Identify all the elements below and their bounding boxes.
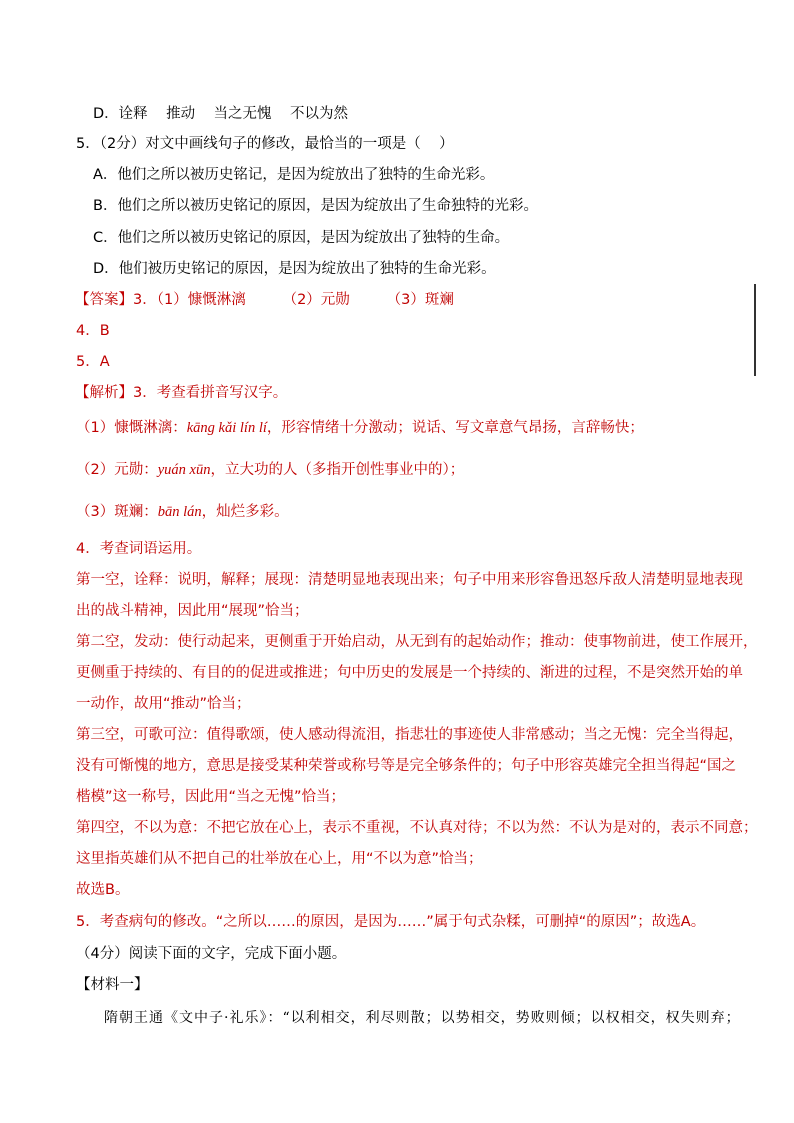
analysis-q3-line bbox=[75, 383, 287, 403]
answer-q4: 4．B bbox=[76, 323, 110, 339]
analysis-q4-line: 故选B。 bbox=[76, 882, 130, 898]
analysis-item-2: （2）元勋：yuán xūn，立大功的人（多指开创性事业中的）； bbox=[76, 462, 465, 478]
analysis-q4-title: 4．考查词语运用。 bbox=[76, 541, 202, 557]
answer-q3: 3．（1）慷慨淋漓 （2）元勋 （3）斑斓 bbox=[133, 292, 454, 308]
analysis-q4-line: 没有可惭愧的地方，意思是接受某种荣誉或称号等是完全够条件的；句子中形容英雄完全担当得起“国之 bbox=[76, 758, 737, 774]
q5-stem: 5．（2分）对文中画线句子的修改，最恰当的一项是（ ） bbox=[76, 136, 454, 152]
analysis-tag: 【解析】 bbox=[75, 385, 133, 401]
q5-option-b: B．他们之所以被历史铭记的原因，是因为绽放出了生命独特的光彩。 bbox=[93, 198, 538, 214]
material-title: 【材料一】 bbox=[76, 977, 149, 993]
analysis-q4-line: 一动作，故用“推动”恰当； bbox=[76, 696, 251, 712]
material-text: 隋朝王通《文中子·礼乐》：“以利相交，利尽则散；以势相交，势败则倾；以权相交，权失则弃； bbox=[104, 1010, 741, 1026]
analysis-q5-line: 5．考查病句的修改。“之所以……的原因，是因为……”属于句式杂糅，可删掉“的原因”；故选A。 bbox=[76, 914, 706, 930]
analysis-item-1: （1）慷慨淋漓：kāng kǎi lín lí，形容情绪十分激动；说话、写文章意气昂扬，言辞畅快； bbox=[76, 420, 644, 436]
pinyin-2: yuán xūn bbox=[157, 462, 211, 478]
q5-option-d: D．他们被历史铭记的原因，是因为绽放出了独特的生命光彩。 bbox=[93, 261, 496, 277]
q5-option-a: A．他们之所以被历史铭记，是因为绽放出了独特的生命光彩。 bbox=[93, 167, 495, 183]
analysis-q4-line: 这里指英雄们从不把自己的壮举放在心上，用“不以为意”恰当； bbox=[76, 851, 483, 867]
analysis-q4-line: 出的战斗精神，因此用“展现”恰当； bbox=[76, 603, 309, 619]
q4-option-d: D．诠释 推动 当之无愧 不以为然 bbox=[93, 106, 348, 122]
margin-bar bbox=[754, 284, 756, 376]
answer-line-q3 bbox=[75, 290, 454, 310]
q5-option-c: C．他们之所以被历史铭记的原因，是因为绽放出了独特的生命。 bbox=[93, 230, 510, 246]
analysis-q4-line: 第三空，可歌可泣：值得歌颂，使人感动得流泪，指悲壮的事迹使人非常感动；当之无愧：完全当得起， bbox=[76, 727, 743, 743]
answer-q5: 5．A bbox=[76, 354, 110, 370]
answer-tag: 【答案】 bbox=[75, 292, 133, 308]
analysis-q4-line: 第四空，不以为意：不把它放在心上，表示不重视，不认真对待；不以为然：不认为是对的，表示不同意； bbox=[76, 820, 758, 836]
analysis-q4-line: 第一空，诠释：说明，解释；展现：清楚明显地表现出来；句子中用来形容鲁迅怒斥敌人清楚明显地表现 bbox=[76, 572, 743, 588]
analysis-item-3: （3）斑斓：bān lán，灿烂多彩。 bbox=[76, 504, 289, 520]
analysis-q4-line: 第二空，发动：使行动起来，更侧重于开始启动，从无到有的起始动作；推动：使事物前进，使工作展开， bbox=[76, 634, 758, 650]
pinyin-3: bān lán bbox=[157, 504, 202, 520]
pinyin-1: kāng kǎi lín lí bbox=[186, 420, 267, 436]
analysis-q3-title: 3．考查看拼音写汉字。 bbox=[133, 385, 288, 401]
analysis-q4-line: 楷模”这一称号，因此用“当之无愧”恰当； bbox=[76, 789, 346, 805]
reading-instruction: （4分）阅读下面的文字，完成下面小题。 bbox=[76, 946, 347, 962]
analysis-q4-line: 更侧重于持续的、有目的的促进或推进；句中历史的发展是一个持续的、渐进的过程，不是突然开始的单 bbox=[76, 665, 743, 681]
